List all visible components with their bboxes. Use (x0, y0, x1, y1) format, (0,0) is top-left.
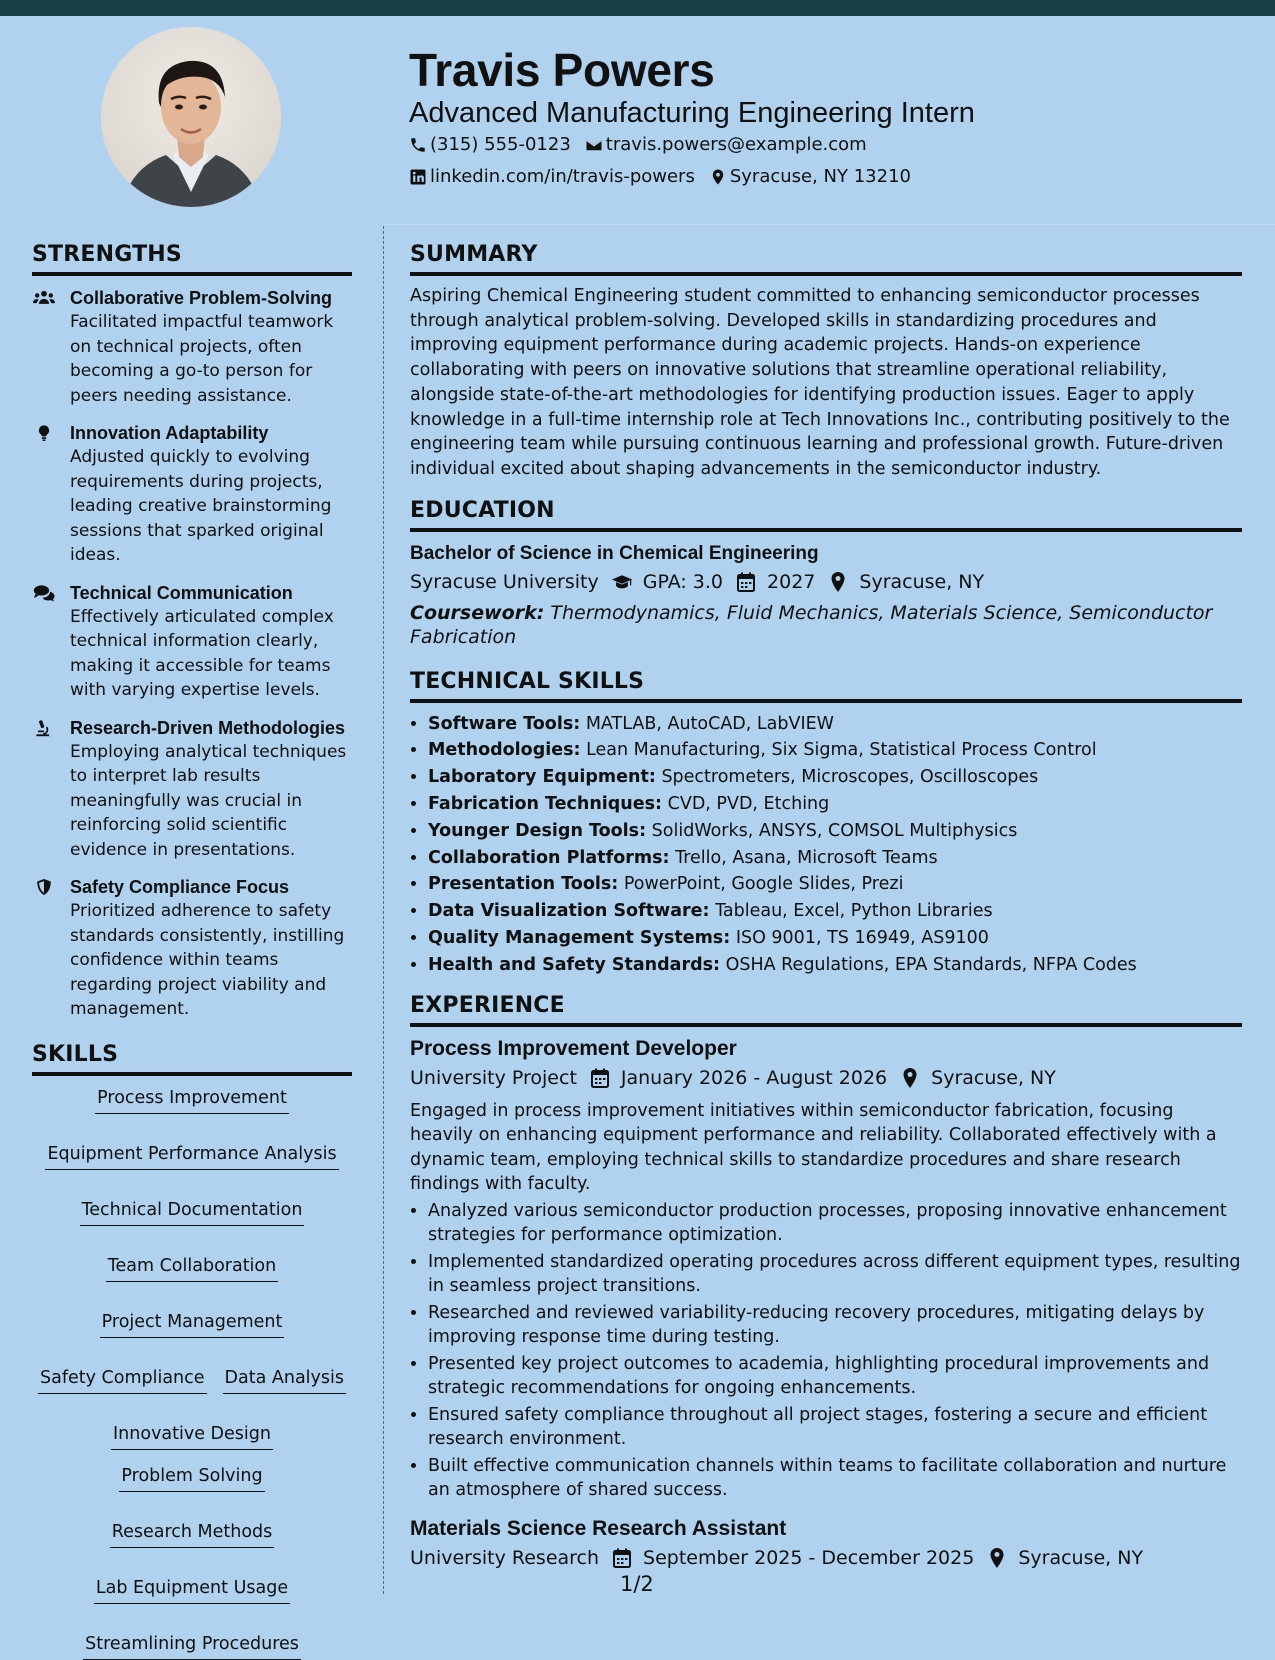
strength-title: Research-Driven Methodologies (70, 717, 346, 738)
strength-title: Innovation Adaptability (70, 423, 269, 443)
job-location: Syracuse, NY (1018, 1546, 1144, 1569)
gpa: GPA: 3.0 (642, 570, 724, 593)
linkedin-icon (409, 168, 427, 186)
phone-icon (409, 136, 427, 154)
skill-chip: Technical Documentation (80, 1198, 305, 1226)
job-entry (410, 1035, 1242, 1503)
list-item: • Presentation Tools: PowerPoint, Google Slides, Prezi (428, 871, 1242, 898)
comments-icon (33, 583, 55, 603)
list-item: • Researched and reviewed variability-reducing recovery procedures, mitigating delays by improving response time during testing. (428, 1301, 1242, 1350)
lightbulb-icon (33, 423, 55, 443)
strength-desc: Prioritized adherence to safety standards consistently, instilling confidence within teams regarding project viability and management. (70, 901, 345, 1019)
list-item: • Collaboration Platforms: Trello, Asana, Microsoft Teams (428, 845, 1242, 872)
skill-chip: Research Methods (110, 1520, 275, 1548)
strength-desc: Effectively articulated complex technical information clearly, making it accessible for teams with varying expertise levels. (70, 606, 334, 700)
list-item: • Methodologies: Lean Manufacturing, Six Sigma, Statistical Process Control (428, 737, 1242, 764)
shield-icon (33, 877, 55, 897)
job-meta (410, 1063, 1242, 1093)
job-title: Materials Science Research Assistant (410, 1516, 787, 1540)
experience-heading: EXPERIENCE (410, 991, 1242, 1027)
list-item: • Ensured safety compliance throughout all project stages, fostering a secure and efficient research environment. (428, 1403, 1242, 1452)
linkedin-text: linkedin.com/in/travis-powers (430, 166, 695, 187)
job-org: University Project (410, 1066, 577, 1089)
right-column (410, 240, 1242, 1573)
candidate-name: Travis Powers (409, 44, 715, 96)
strength-desc: Facilitated impactful teamwork on technical projects, often becoming a go-to person for peers needing assistance. (70, 312, 334, 406)
list-item: • Data Visualization Software: Tableau, Excel, Python Libraries (428, 898, 1242, 925)
job-org: University Research (410, 1546, 600, 1569)
summary-heading: SUMMARY (410, 240, 1242, 276)
envelope-icon (585, 136, 603, 154)
technical-skills-section (410, 667, 1242, 979)
graduation-year: 2027 (767, 570, 816, 593)
technical-skills-list (410, 711, 1242, 979)
school-location: Syracuse, NY (859, 570, 985, 593)
column-divider (383, 226, 384, 1594)
location-text: Syracuse, NY 13210 (729, 166, 911, 187)
education-meta (410, 567, 1242, 597)
coursework (410, 601, 1242, 649)
calendar-icon (611, 1548, 633, 1568)
strengths-heading: STRENGTHS (32, 240, 352, 276)
degree: Bachelor of Science in Chemical Engineering (410, 542, 819, 564)
map-pin-icon (986, 1548, 1008, 1568)
graduation-cap-icon (611, 572, 633, 592)
users-icon (33, 288, 55, 308)
calendar-icon (735, 572, 757, 592)
strength-desc: Employing analytical techniques to interpret lab results meaningfully was crucial in reinforcing solid scientific evidence in presentations. (70, 741, 347, 860)
list-item: • Laboratory Equipment: Spectrometers, Microscopes, Oscilloscopes (428, 764, 1242, 791)
skills-list (32, 1076, 352, 1660)
list-item: • Fabrication Techniques: CVD, PVD, Etching (428, 791, 1242, 818)
list-item: • Quality Management Systems: ISO 9001, TS 16949, AS9100 (428, 925, 1242, 952)
experience-section (410, 991, 1242, 1573)
skill-chip: Team Collaboration (106, 1254, 278, 1282)
skill-chip: Problem Solving (119, 1464, 264, 1492)
header-divider (385, 224, 1275, 225)
strength-item (32, 286, 352, 408)
skill-chip: Innovative Design (111, 1422, 273, 1450)
skill-chip: Process Improvement (95, 1086, 289, 1114)
summary-text: Aspiring Chemical Engineering student committed to enhancing semiconductor processes through analytical problem-solving. Developed skills in standardizing procedures and improving equipment performance during academic projects. Hands-on experience collaborating with peers on innovative solutions that streamline operational reliability, alongside state-of-the-art methodologies for identifying production issues. Eager to apply knowledge in a full-time internship role at Tech Innovations Inc., contributing positively to the engineering team while pursuing continuous learning and professional growth. Future-driven individual excited about shaping advancements in the semiconductor industry. (410, 286, 1230, 479)
list-item: • Health and Safety Standards: OSHA Regulations, EPA Standards, NFPA Codes (428, 952, 1242, 979)
job-description: Engaged in process improvement initiatives within semiconductor fabrication, focusing heavily on enhancing equipment performance and reliability. Collaborated effectively with a dynamic team, employing technical skills to standardize procedures and share research findings with faculty. (410, 1100, 1217, 1195)
skill-chip: Safety Compliance (38, 1366, 207, 1394)
profile-photo (101, 27, 281, 207)
job-entry (410, 1515, 1242, 1573)
email-item[interactable] (585, 133, 867, 157)
list-item: • Analyzed various semiconductor production processes, proposing innovative enhancement strategies for performance optimization. (428, 1199, 1242, 1248)
education-heading: EDUCATION (410, 496, 1242, 532)
skill-chip: Streamlining Procedures (83, 1632, 301, 1660)
job-meta (410, 1543, 1242, 1573)
job-bullets (410, 1199, 1242, 1503)
skills-heading: SKILLS (32, 1040, 352, 1076)
strength-desc: Adjusted quickly to evolving requirements during projects, leading creative brainstorming sessions that sparked original ideas. (70, 447, 332, 565)
strength-item (32, 421, 352, 568)
job-title: Advanced Manufacturing Engineering Intern (409, 97, 975, 129)
skill-chip: Project Management (100, 1310, 285, 1338)
strength-item (32, 716, 352, 863)
strength-title: Collaborative Problem-Solving (70, 288, 333, 308)
location-item (709, 165, 911, 189)
microscope-icon (33, 718, 55, 738)
skill-chip: Lab Equipment Usage (94, 1576, 290, 1604)
linkedin-item[interactable] (409, 165, 695, 189)
phone-item[interactable] (409, 133, 571, 157)
skill-chip: Data Analysis (223, 1366, 346, 1394)
school-name: Syracuse University (410, 570, 599, 593)
coursework-list: Thermodynamics, Fluid Mechanics, Materials Science, Semiconductor Fabrication (410, 601, 1213, 648)
phone-text: (315) 555-0123 (430, 134, 571, 155)
map-pin-icon (709, 168, 727, 186)
email-text: travis.powers@example.com (605, 134, 867, 155)
job-location: Syracuse, NY (931, 1066, 1056, 1089)
map-pin-icon (899, 1068, 921, 1088)
job-title: Process Improvement Developer (410, 1036, 737, 1060)
page-number: 1/2 (620, 1572, 654, 1596)
contact-row-2 (409, 165, 911, 189)
education-section (410, 496, 1242, 649)
contact-row-1 (409, 133, 867, 157)
list-item: • Software Tools: MATLAB, AutoCAD, LabVIEW (428, 711, 1242, 738)
job-dates: September 2025 - December 2025 (643, 1546, 975, 1569)
left-column (32, 240, 352, 1660)
strength-item (32, 875, 352, 1022)
strength-title: Technical Communication (70, 582, 293, 603)
calendar-icon (589, 1068, 611, 1088)
list-item: • Presented key project outcomes to academia, highlighting procedural improvements and strategic recommendations for ongoing enhancements. (428, 1352, 1242, 1401)
strength-title: Safety Compliance Focus (70, 877, 290, 897)
list-item: • Implemented standardized operating procedures across different equipment types, resulting in seamless project transitions. (428, 1250, 1242, 1299)
technical-skills-heading: TECHNICAL SKILLS (410, 667, 1242, 703)
skill-chip: Equipment Performance Analysis (45, 1142, 338, 1170)
coursework-label: Coursework: (410, 601, 545, 624)
list-item: • Younger Design Tools: SolidWorks, ANSYS, COMSOL Multiphysics (428, 818, 1242, 845)
strengths-list (32, 286, 352, 1022)
job-dates: January 2026 - August 2026 (620, 1066, 888, 1089)
map-pin-icon (827, 572, 849, 592)
top-bar (0, 0, 1275, 16)
strength-item (32, 581, 352, 703)
list-item: • Built effective communication channels within teams to facilitate collaboration and nurture an atmosphere of shared success. (428, 1454, 1242, 1503)
